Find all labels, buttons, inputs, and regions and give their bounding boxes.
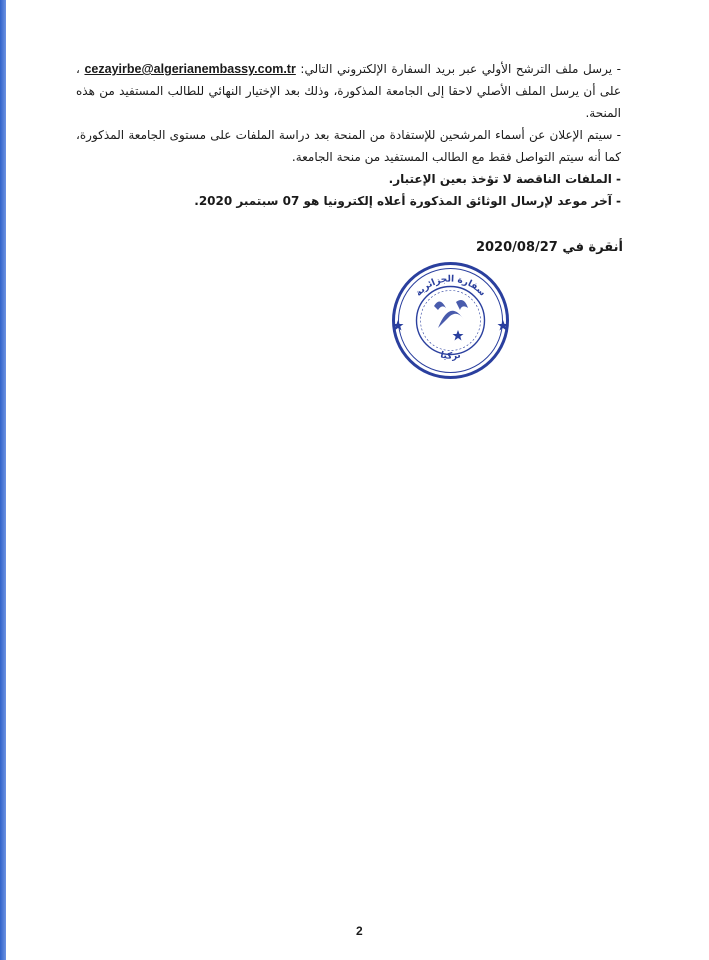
stamp-top-text: سفارة الجزائرية <box>413 274 488 299</box>
paragraph-deadline: - آخر موعد لإرسال الوثائق المذكورة أعلاه إلكترونيا هو 07 سبتمبر 2020. <box>194 194 621 208</box>
paragraph-incomplete-files: - الملفات الناقصة لا تؤخذ بعين الإعتبار. <box>388 172 621 186</box>
paragraph-submission <box>76 58 621 124</box>
paragraph-text: - يرسل ملف الترشح الأولي عبر بريد السفارة الإلكتروني التالي: <box>295 62 621 76</box>
embassy-seal-stamp <box>388 258 513 383</box>
paragraph-text: ، على أن يرسل الملف الأصلي لاحقا إلى الجامعة المذكورة، وذلك بعد الإختيار النهائي للطالب المستفيد من هذه المنحة. <box>76 62 621 120</box>
svg-text:تركيا <box>439 350 461 361</box>
signature-date: أنقرة في 2020/08/27 <box>475 240 623 255</box>
page-number: 2 <box>356 924 363 938</box>
scan-edge <box>0 0 6 960</box>
embassy-email-link[interactable]: cezayirbe@algerianembassy.com.tr <box>84 62 296 76</box>
paragraph-announcement: - سيتم الإعلان عن أسماء المرشحين للإستفادة من المنحة بعد دراسة الملفات على مستوى الجامعة المذكورة، كما أنه سيتم التواصل فقط مع الطالب المستفيد من منحة الجامعة. <box>76 128 621 164</box>
stamp-bottom-text: تركيا <box>439 350 462 362</box>
document-body <box>76 58 621 212</box>
